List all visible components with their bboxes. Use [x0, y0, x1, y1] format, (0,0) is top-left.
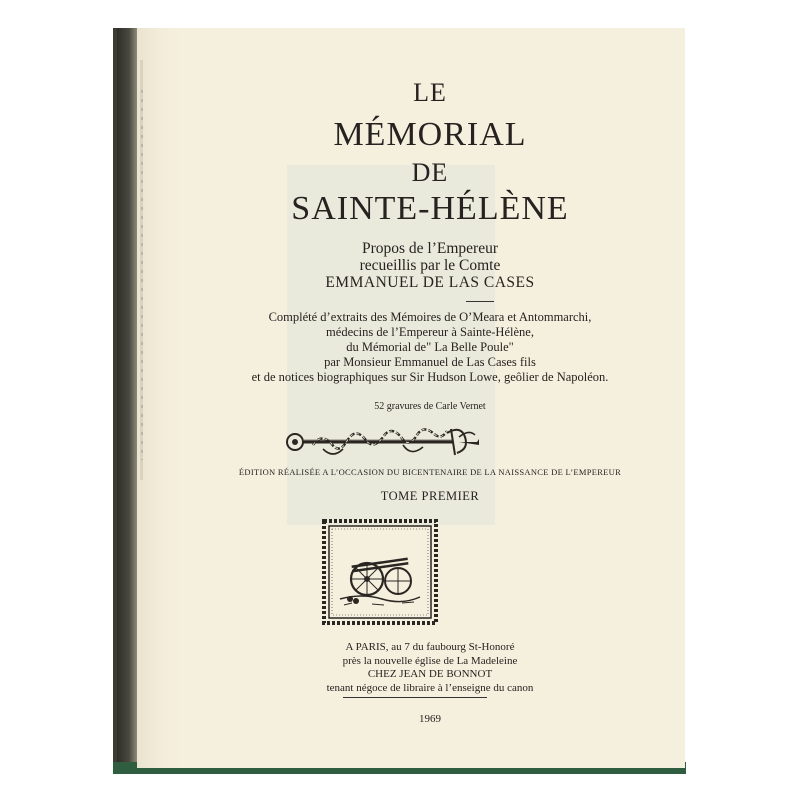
edition-note: ÉDITION RÉALISÉE A L’OCCASION DU BICENTENAIRE DE LA NAISSANCE DE L’EMPEREUR — [238, 467, 622, 477]
title-line-2: MÉMORIAL — [333, 116, 527, 153]
facing-page-shadow — [140, 60, 150, 480]
description-line-3: du Mémorial de" La Belle Poule" — [346, 340, 514, 354]
description-line-1: Complété d’extraits des Mémoires de O’Meara et Antommarchi, — [268, 310, 592, 324]
imprint-line-4: tenant négoce de libraire à l’enseigne du canon — [326, 682, 534, 694]
title-line-3: DE — [411, 158, 449, 187]
description-line-5: et de notices biographiques sur Sir Hudson Lowe, geôlier de Napoléon. — [251, 370, 609, 384]
subtitle-line-2: recueillis par le Comte — [359, 257, 501, 274]
publication-year: 1969 — [419, 713, 441, 725]
imprint-line-3: CHEZ JEAN DE BONNOT — [367, 668, 493, 680]
title-line-4: SAINTE-HÉLÈNE — [291, 190, 569, 227]
tome-label: TOME PREMIER — [380, 489, 480, 503]
description-line-2: médecins de l’Empereur à Sainte-Hélène, — [326, 325, 534, 339]
sword-and-chain-ornament-icon — [283, 415, 481, 463]
description-line-4: par Monsieur Emmanuel de Las Cases fils — [324, 355, 536, 369]
engravings-note: 52 gravures de Carle Vernet — [374, 401, 486, 412]
short-divider — [466, 301, 494, 302]
imprint-line-2: près la nouvelle église de La Madeleine — [342, 655, 518, 667]
subtitle-line-1: Propos de l’Empereur — [361, 240, 499, 257]
subtitle-line-3: EMMANUEL DE LAS CASES — [325, 274, 535, 291]
title-line-1: LE — [413, 78, 447, 107]
imprint-line-1: A PARIS, au 7 du faubourg St-Honoré — [345, 641, 515, 653]
cannon-vignette-icon — [322, 519, 438, 625]
long-divider — [343, 697, 487, 698]
